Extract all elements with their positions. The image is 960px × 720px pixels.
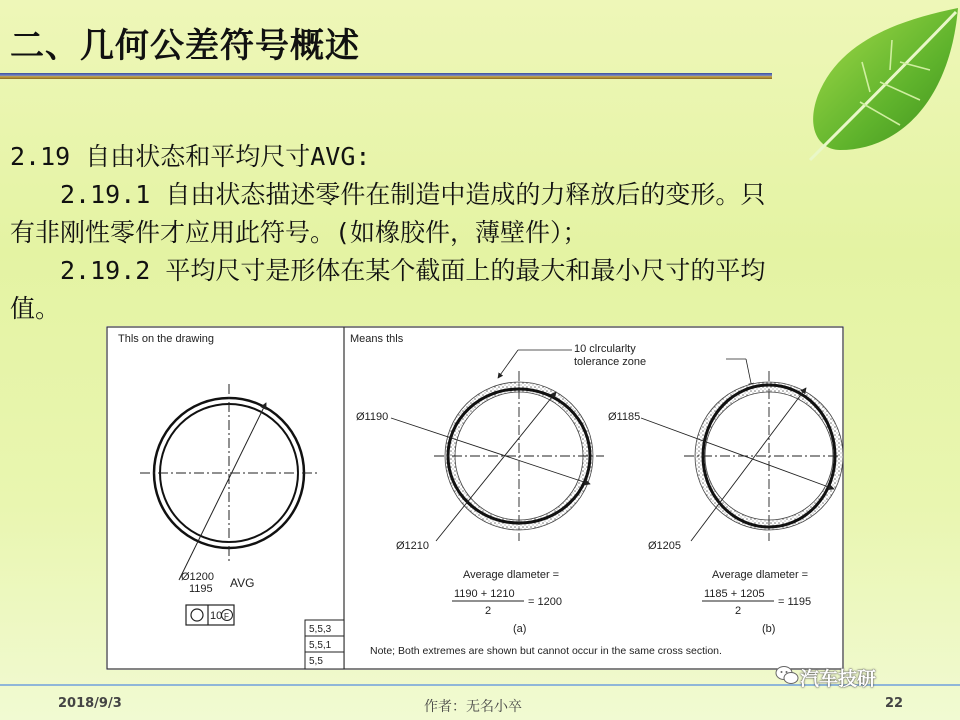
avg-title-b: Average dlameter = xyxy=(712,569,809,581)
figure-note: Note; Both extremes are shown but cannot occur in the same cross section. xyxy=(370,645,722,657)
avg-label: AVG xyxy=(230,576,255,590)
title-underline xyxy=(0,73,772,79)
footer-author: 作者：无名小卒 xyxy=(424,699,522,715)
b-max-label: Ø1185 xyxy=(608,411,641,423)
text-line: 2.19.1 自由状态描述零件在制造中造成的力释放后的变形。只 xyxy=(60,180,766,209)
text-line: 2.19.2 平均尺寸是形体在某个截面上的最大和最小尺寸的平均 xyxy=(60,256,766,285)
body-text xyxy=(10,138,945,328)
dimension-upper: Ø1200 xyxy=(181,571,215,583)
avg-denom-b: 2 xyxy=(735,605,742,617)
reference-table xyxy=(305,620,344,669)
svg-text:5,5: 5,5 xyxy=(309,656,323,667)
a-min-label: Ø1210 xyxy=(396,540,430,552)
diagram-figure xyxy=(106,326,844,670)
wechat-icon xyxy=(775,664,799,686)
svg-text:10: 10 xyxy=(210,610,223,622)
avg-title-a: Average dlameter = xyxy=(463,569,560,581)
a-max-label: Ø1190 xyxy=(356,411,389,423)
text-line: 值。 xyxy=(10,294,61,323)
left-panel-heading: Thls on the drawing xyxy=(118,333,214,345)
footer-date: 2018/9/3 xyxy=(58,696,122,711)
slide-title: 二、几何公差符号概述 xyxy=(10,26,360,66)
tolerance-label-2: tolerance zone xyxy=(574,356,647,368)
tolerance-label-1: 10 clrcularlty xyxy=(574,343,636,355)
svg-text:F: F xyxy=(224,612,229,621)
avg-numer-b: 1185 + 1205 xyxy=(704,588,765,600)
text-line: 有非刚性零件才应用此符号。(如橡胶件，薄壁件）； xyxy=(10,218,588,247)
feature-control-frame xyxy=(186,605,234,625)
caption-b: (b) xyxy=(762,623,776,635)
avg-denom-a: 2 xyxy=(485,605,492,617)
caption-a: (a) xyxy=(513,623,527,635)
b-min-label: Ø1205 xyxy=(648,540,682,552)
avg-numer-a: 1190 + 1210 xyxy=(454,588,515,600)
dimension-lower: 1195 xyxy=(189,583,213,595)
svg-text:5,5,1: 5,5,1 xyxy=(309,640,332,651)
heading-line: 2.19 自由状态和平均尺寸AVG: xyxy=(10,142,371,171)
right-panel-heading: Means thls xyxy=(350,333,404,345)
avg-result-a: = 1200 xyxy=(528,596,562,608)
wechat-watermark: 汽车技研 xyxy=(800,668,877,690)
avg-result-b: = 1195 xyxy=(778,596,812,608)
svg-text:5,5,3: 5,5,3 xyxy=(309,624,332,635)
page-number: 22 xyxy=(885,696,904,711)
